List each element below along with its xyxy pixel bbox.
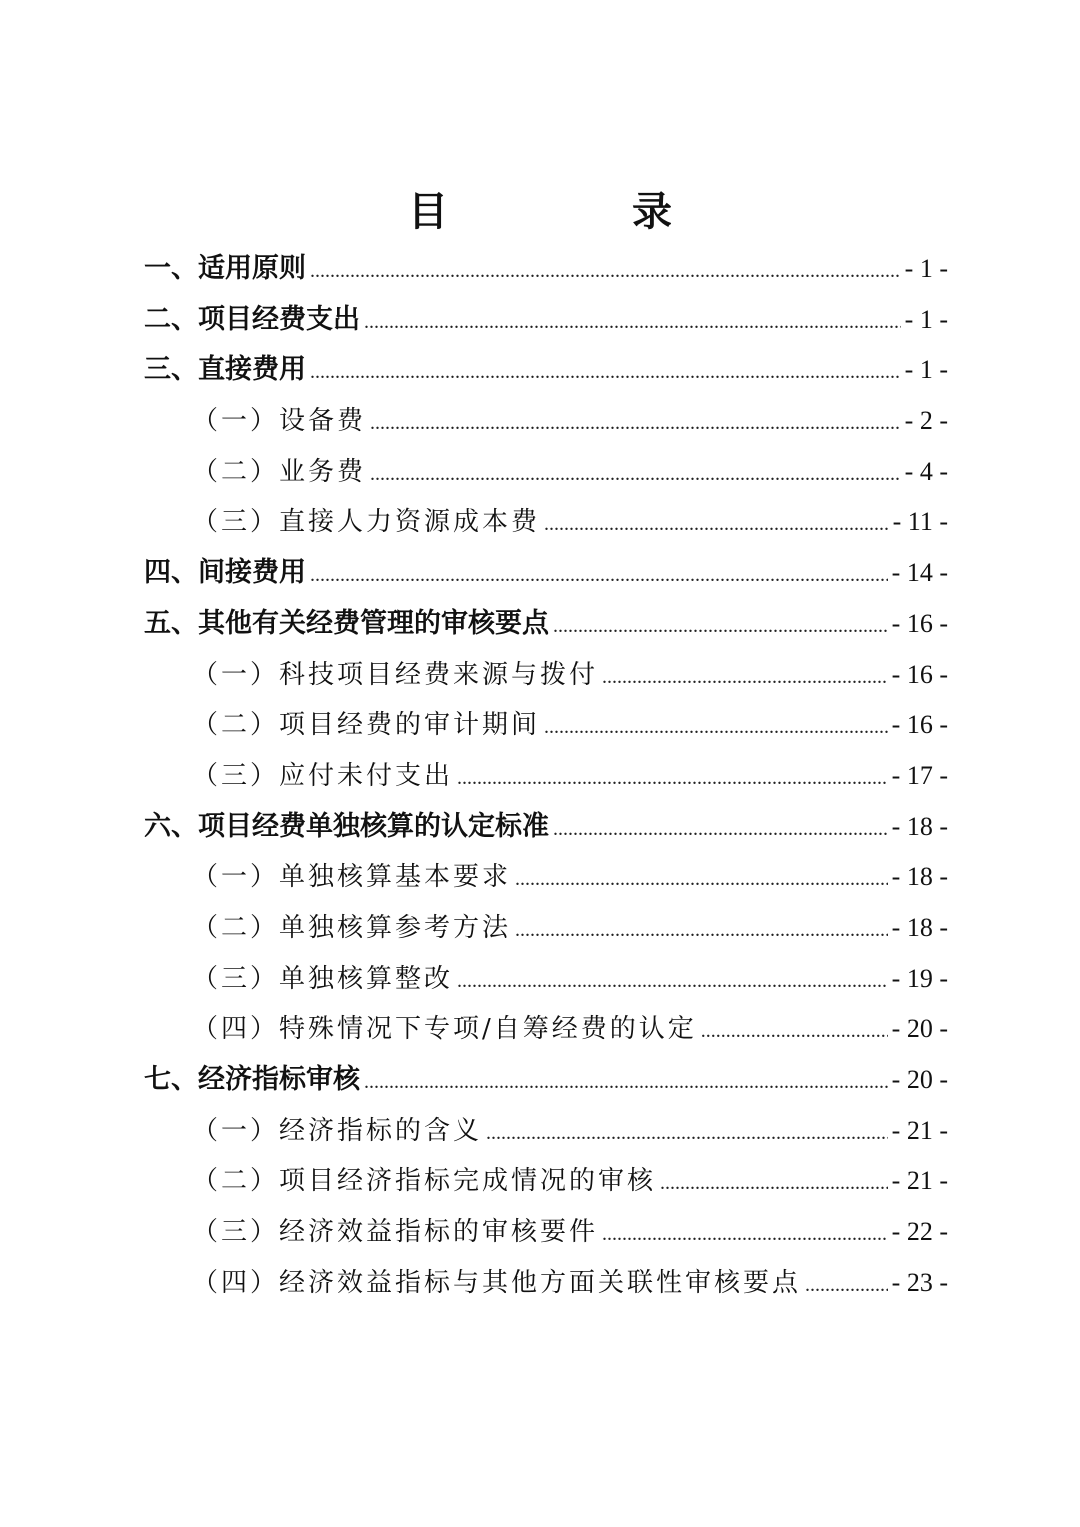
toc-entry-label: （二）项目经费的审计期间 xyxy=(192,710,541,741)
toc-section-entry[interactable] xyxy=(144,1055,948,1106)
toc-entry-label: （一）科技项目经费来源与拨付 xyxy=(192,659,599,690)
toc-page-number: - 16 - xyxy=(891,659,948,689)
toc-page-number: - 14 - xyxy=(891,558,948,588)
toc-dot-leader xyxy=(310,347,901,398)
toc-dot-leader xyxy=(805,1260,888,1311)
toc-subsection-entry[interactable] xyxy=(144,650,948,701)
toc-entry-label: （三）直接人力资源成本费 xyxy=(192,507,541,538)
toc-page-number: - 21 - xyxy=(891,1166,948,1196)
toc-entry-label: （三）单独核算整改 xyxy=(192,963,454,994)
toc-dot-leader xyxy=(553,601,888,652)
toc-entry-label: （一）单独核算基本要求 xyxy=(192,862,512,893)
toc-subsection-entry[interactable] xyxy=(144,1156,948,1207)
toc-entry-label: 四、间接费用 xyxy=(144,557,306,589)
toc-page-number: - 23 - xyxy=(891,1267,948,1297)
toc-section-entry[interactable] xyxy=(144,345,948,396)
toc-section-entry[interactable] xyxy=(144,548,948,599)
toc-dot-leader xyxy=(364,297,901,348)
toc-page-number: - 20 - xyxy=(891,1014,948,1044)
toc-subsection-entry[interactable] xyxy=(144,751,948,802)
toc-subsection-entry[interactable] xyxy=(144,700,948,751)
toc-page-number: - 18 - xyxy=(891,912,948,942)
toc-dot-leader xyxy=(370,398,901,449)
toc-title: 目 录 xyxy=(408,189,744,235)
toc-entry-label: （三）经济效益指标的审核要件 xyxy=(192,1217,599,1248)
toc-entry-label: 五、其他有关经费管理的审核要点 xyxy=(144,607,549,639)
toc-subsection-entry[interactable] xyxy=(144,1258,948,1309)
toc-section-entry[interactable] xyxy=(144,599,948,650)
toc-entry-label: （二）项目经济指标完成情况的审核 xyxy=(192,1166,657,1197)
toc-dot-leader xyxy=(310,246,901,297)
toc-dot-leader xyxy=(553,804,888,855)
toc-dot-leader xyxy=(701,1006,888,1057)
toc-subsection-entry[interactable] xyxy=(144,396,948,447)
toc-entry-label: 六、项目经费单独核算的认定标准 xyxy=(144,810,549,842)
toc-entry-label: 二、项目经费支出 xyxy=(144,303,360,335)
toc-entry-label: （四）特殊情况下专项/自筹经费的认定 xyxy=(192,1014,697,1045)
toc-page-number: - 21 - xyxy=(891,1115,948,1145)
toc-subsection-entry[interactable] xyxy=(144,1004,948,1055)
toc-dot-leader xyxy=(602,652,888,703)
toc-subsection-entry[interactable] xyxy=(144,497,948,548)
toc-dot-leader xyxy=(486,1108,888,1159)
toc-dot-leader xyxy=(544,499,889,550)
toc-page-number: - 20 - xyxy=(891,1065,948,1094)
toc-entry-label: （一）设备费 xyxy=(192,406,367,437)
toc-dot-leader xyxy=(602,1209,888,1260)
toc-dot-leader xyxy=(310,550,888,601)
toc-page-number: - 11 - xyxy=(892,507,948,537)
toc-page-number: - 2 - xyxy=(904,406,948,436)
toc-entry-label: 三、直接费用 xyxy=(144,354,306,386)
toc-section-entry[interactable] xyxy=(144,244,948,295)
toc-subsection-entry[interactable] xyxy=(144,903,948,954)
toc-page-number: - 18 - xyxy=(891,811,948,841)
toc-section-entry[interactable] xyxy=(144,295,948,346)
toc-page-number: - 16 - xyxy=(891,710,948,740)
toc-subsection-entry[interactable] xyxy=(144,954,948,1005)
toc-subsection-entry[interactable] xyxy=(144,1207,948,1258)
toc-section-entry[interactable] xyxy=(144,802,948,853)
toc-dot-leader xyxy=(515,854,888,905)
toc-page-number: - 1 - xyxy=(904,254,948,283)
toc-dot-leader xyxy=(660,1158,888,1209)
toc-list xyxy=(144,244,948,1308)
toc-entry-label: （一）经济指标的含义 xyxy=(192,1115,483,1146)
toc-page-number: - 19 - xyxy=(891,963,948,993)
toc-dot-leader xyxy=(364,1057,888,1108)
toc-entry-label: （四）经济效益指标与其他方面关联性审核要点 xyxy=(192,1267,802,1298)
toc-dot-leader xyxy=(515,905,888,956)
toc-page-number: - 22 - xyxy=(891,1217,948,1247)
toc-entry-label: 七、经济指标审核 xyxy=(144,1064,360,1095)
toc-page-number: - 18 - xyxy=(891,862,948,892)
toc-page-number: - 1 - xyxy=(904,304,948,334)
toc-dot-leader xyxy=(544,702,888,753)
toc-page-number: - 4 - xyxy=(904,456,948,486)
toc-dot-leader xyxy=(457,753,888,804)
toc-subsection-entry[interactable] xyxy=(144,1106,948,1157)
toc-dot-leader xyxy=(457,956,888,1007)
toc-subsection-entry[interactable] xyxy=(144,852,948,903)
toc-page-number: - 1 - xyxy=(904,355,948,385)
toc-page-number: - 17 - xyxy=(891,760,948,790)
toc-entry-label: （二）业务费 xyxy=(192,456,367,487)
toc-page-number: - 16 - xyxy=(891,608,948,638)
toc-subsection-entry[interactable] xyxy=(144,447,948,498)
toc-entry-label: （三）应付未付支出 xyxy=(192,760,454,791)
toc-entry-label: （二）单独核算参考方法 xyxy=(192,912,512,943)
toc-entry-label: 一、适用原则 xyxy=(144,253,306,284)
toc-dot-leader xyxy=(370,449,901,500)
